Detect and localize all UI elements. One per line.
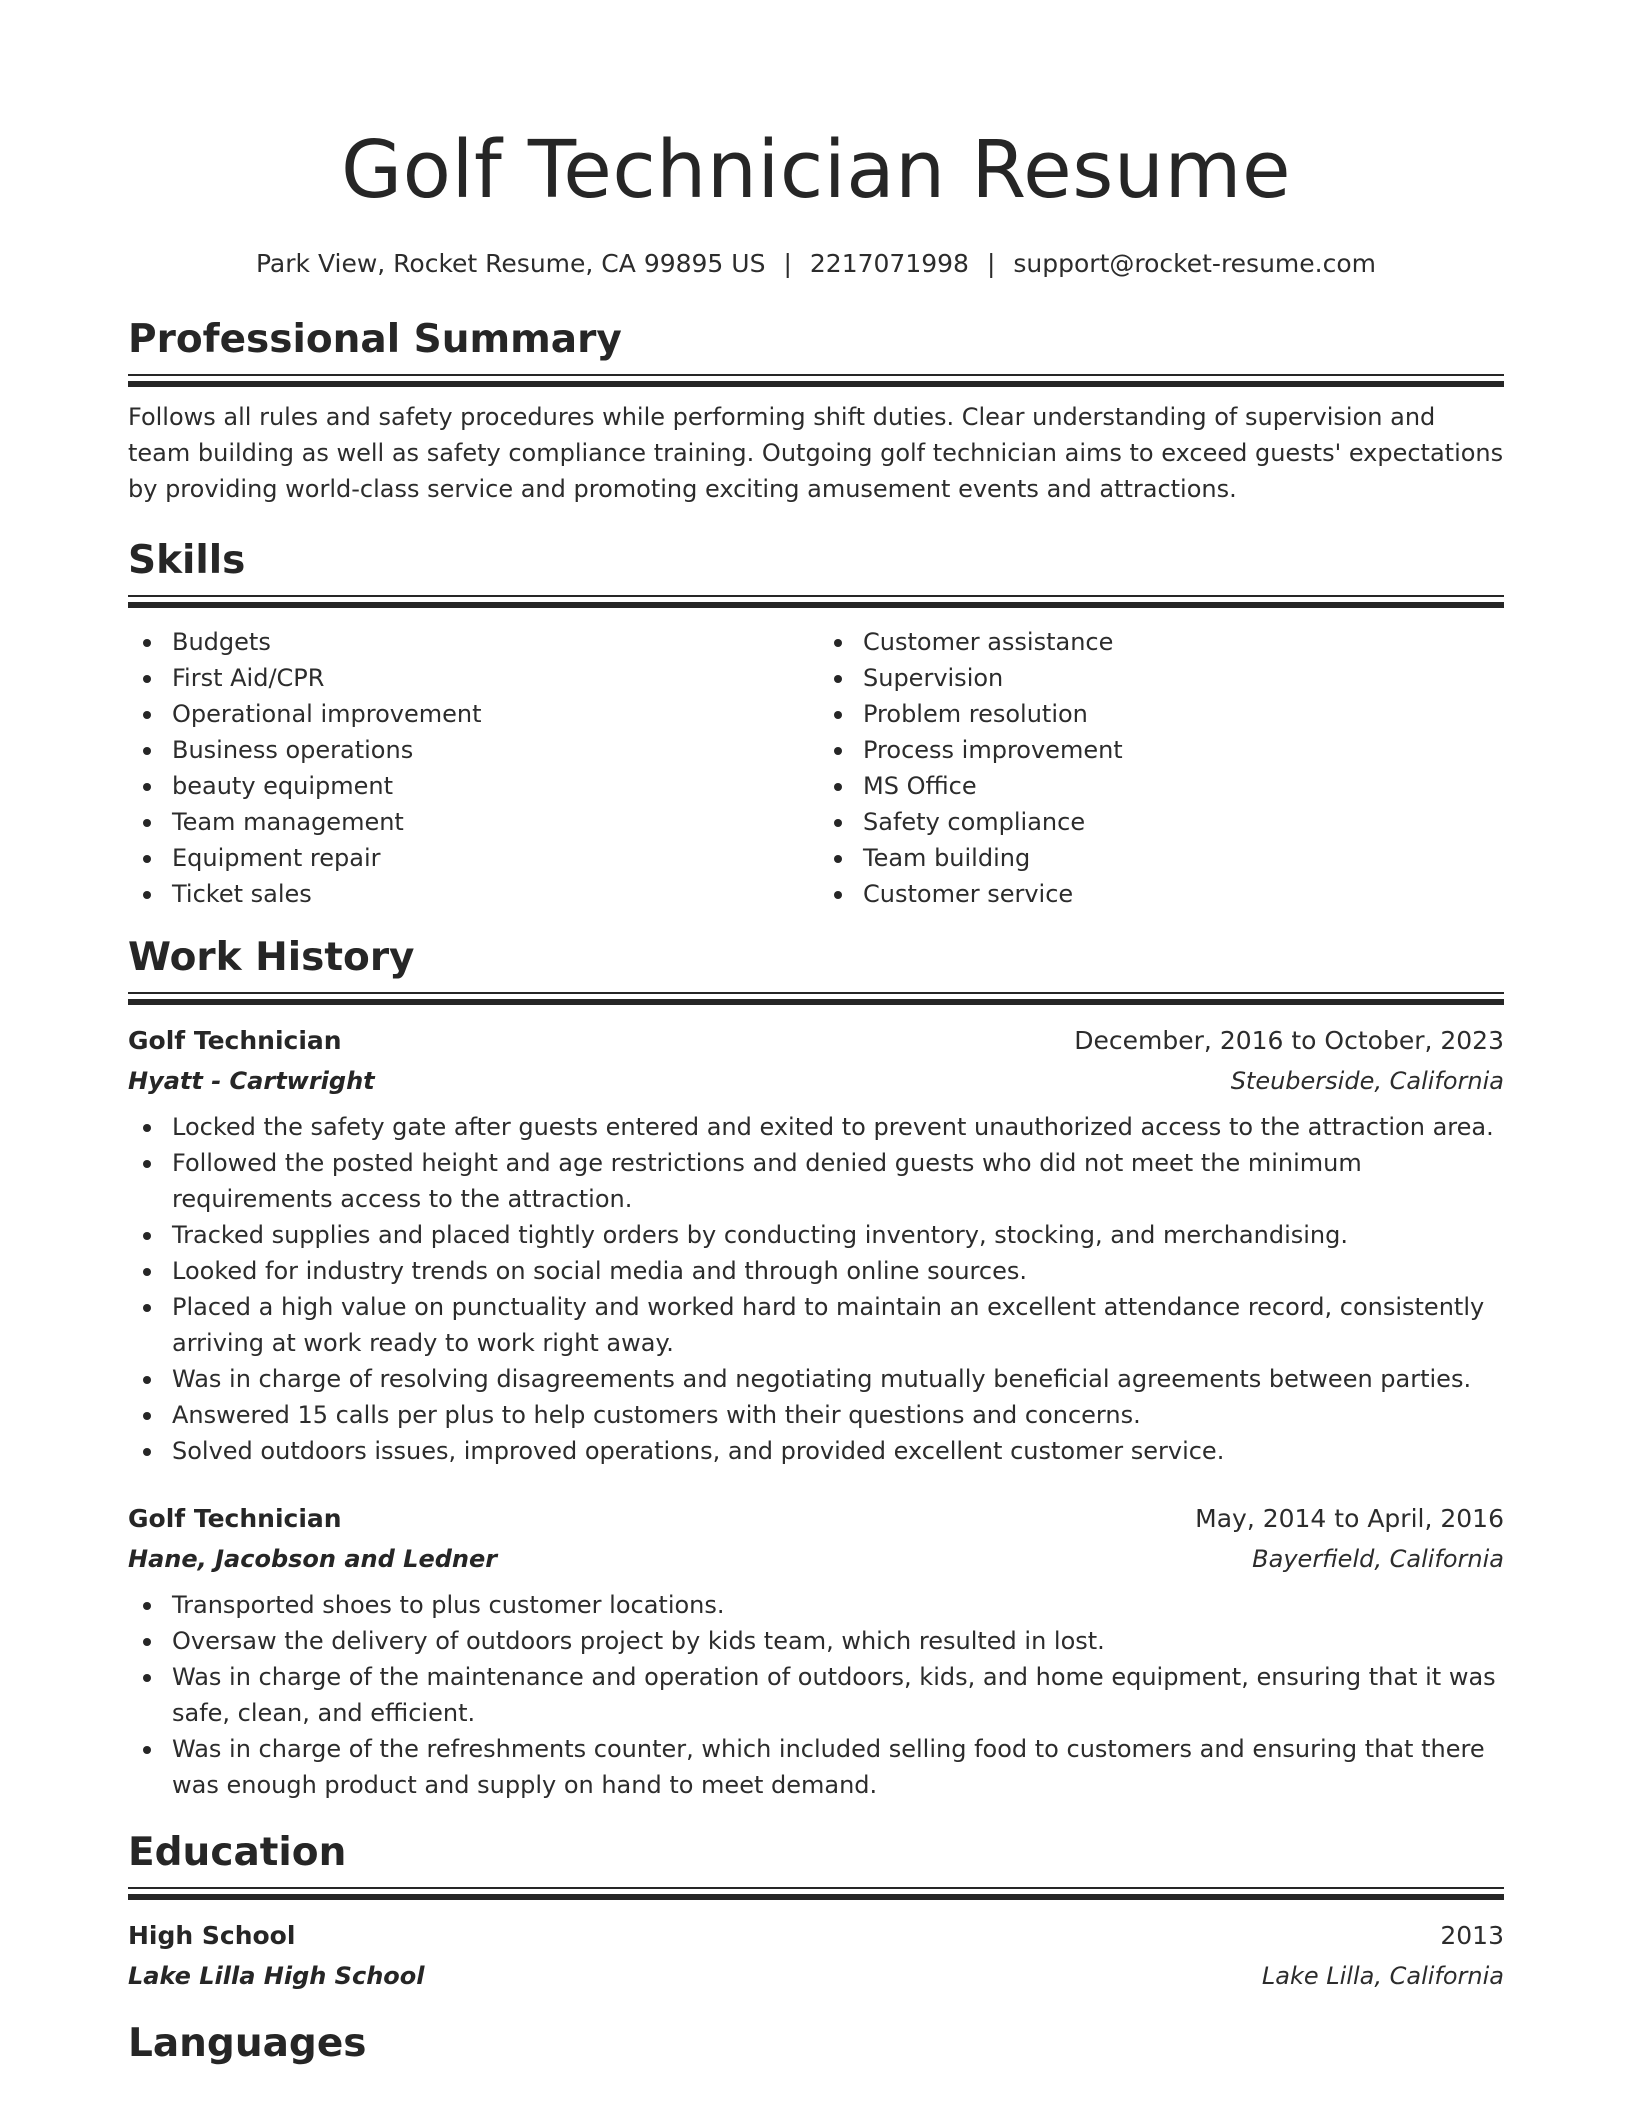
section-rule bbox=[128, 1887, 1504, 1889]
education-school-row bbox=[128, 1952, 1504, 1992]
skill-item: beauty equipment bbox=[172, 768, 816, 804]
education-degree: High School bbox=[128, 1921, 296, 1950]
job-duty: Placed a high value on punctuality and worked hard to maintain an excellent attendance record, consistently arriving at work ready to work right away. bbox=[172, 1289, 1504, 1361]
job-dates: December, 2016 to October, 2023 bbox=[1074, 1026, 1504, 1055]
job-employer: Hyatt - Cartwright bbox=[128, 1067, 375, 1095]
languages-heading: Languages bbox=[128, 2021, 367, 2066]
resume-title: Golf Technician Resume bbox=[340, 124, 1292, 216]
section-rule bbox=[128, 999, 1504, 1005]
skills-columns bbox=[128, 624, 1504, 912]
skill-item: First Aid/CPR bbox=[172, 660, 816, 696]
skill-item: Budgets bbox=[172, 624, 816, 660]
education-school: Lake Lilla High School bbox=[128, 1962, 425, 1990]
job-duty: Locked the safety gate after guests entered and exited to prevent unauthorized access to the attraction area. bbox=[172, 1109, 1504, 1145]
job-duty: Transported shoes to plus customer locations. bbox=[172, 1587, 1504, 1623]
job-duty: Was in charge of resolving disagreements and negotiating mutually beneficial agreements between parties. bbox=[172, 1361, 1504, 1397]
job-location: Steuberside, California bbox=[1230, 1067, 1504, 1095]
job-employer: Hane, Jacobson and Ledner bbox=[128, 1545, 498, 1573]
contact-phone: 2217071998 bbox=[809, 249, 969, 278]
skill-item: Team building bbox=[863, 840, 1504, 876]
skill-item: Safety compliance bbox=[863, 804, 1504, 840]
contact-address: Park View, Rocket Resume, CA 99895 US bbox=[255, 249, 766, 278]
skills-list-left bbox=[128, 624, 816, 912]
section-rule bbox=[128, 381, 1504, 387]
job-duty: Oversaw the delivery of outdoors project by kids team, which resulted in lost. bbox=[172, 1623, 1504, 1659]
job-entry bbox=[128, 1025, 1504, 1469]
section-rule bbox=[128, 374, 1504, 376]
education-heading: Education bbox=[128, 1830, 347, 1875]
contact-separator: | bbox=[783, 249, 792, 278]
work-history-heading: Work History bbox=[128, 935, 415, 980]
skill-item: Customer assistance bbox=[863, 624, 1504, 660]
skill-item: Ticket sales bbox=[172, 876, 816, 912]
job-dates: May, 2014 to April, 2016 bbox=[1195, 1504, 1504, 1533]
job-duty: Was in charge of the maintenance and operation of outdoors, kids, and home equipment, ensuring that it was safe, clean, and efficient. bbox=[172, 1659, 1504, 1731]
skill-item: Process improvement bbox=[863, 732, 1504, 768]
education-header-row bbox=[128, 1920, 1504, 1952]
education-section bbox=[128, 1829, 1504, 1992]
contact-email: support@rocket-resume.com bbox=[1013, 249, 1377, 278]
job-duties-list bbox=[128, 1109, 1504, 1469]
job-duty: Answered 15 calls per plus to help customers with their questions and concerns. bbox=[172, 1397, 1504, 1433]
job-duty: Followed the posted height and age restrictions and denied guests who did not meet the minimum requirements access to the attraction. bbox=[172, 1145, 1504, 1217]
work-history-section bbox=[128, 934, 1504, 1803]
skill-item: Customer service bbox=[863, 876, 1504, 912]
job-duty: Solved outdoors issues, improved operations, and provided excellent customer service. bbox=[172, 1433, 1504, 1469]
summary-text: Follows all rules and safety procedures while performing shift duties. Clear understanding of supervision and team building as well as safety compliance training. Outgoing golf technician aims to exceed guests' expectations by providing world-class service and promoting exciting amusement events and attractions. bbox=[128, 403, 1504, 503]
section-rule bbox=[128, 1894, 1504, 1900]
education-location: Lake Lilla, California bbox=[1261, 1962, 1504, 1990]
summary-heading: Professional Summary bbox=[128, 317, 622, 362]
languages-section bbox=[128, 2020, 1504, 2068]
job-header-row bbox=[128, 1025, 1504, 1057]
skill-item: Supervision bbox=[863, 660, 1504, 696]
skills-heading: Skills bbox=[128, 538, 246, 583]
job-title: Golf Technician bbox=[128, 1504, 342, 1533]
skill-item: MS Office bbox=[863, 768, 1504, 804]
job-employer-row bbox=[128, 1535, 1504, 1575]
job-duty: Was in charge of the refreshments counter, which included selling food to customers and ensuring that there was enough product and supply on hand to meet demand. bbox=[172, 1731, 1504, 1803]
summary-section bbox=[128, 316, 1504, 507]
section-rule bbox=[128, 595, 1504, 597]
job-header-row bbox=[128, 1503, 1504, 1535]
skills-section bbox=[128, 537, 1504, 912]
job-employer-row bbox=[128, 1057, 1504, 1097]
job-title: Golf Technician bbox=[128, 1026, 342, 1055]
section-rule bbox=[128, 602, 1504, 608]
skill-item: Team management bbox=[172, 804, 816, 840]
section-rule bbox=[128, 992, 1504, 994]
job-entry bbox=[128, 1503, 1504, 1803]
education-year: 2013 bbox=[1440, 1921, 1504, 1950]
skill-item: Equipment repair bbox=[172, 840, 816, 876]
skill-item: Problem resolution bbox=[863, 696, 1504, 732]
skill-item: Operational improvement bbox=[172, 696, 816, 732]
job-duty: Looked for industry trends on social media and through online sources. bbox=[172, 1253, 1504, 1289]
job-duty: Tracked supplies and placed tightly orders by conducting inventory, stocking, and merchandising. bbox=[172, 1217, 1504, 1253]
job-duties-list bbox=[128, 1587, 1504, 1803]
skill-item: Business operations bbox=[172, 732, 816, 768]
education-entry bbox=[128, 1920, 1504, 1992]
skills-list-right bbox=[816, 624, 1504, 912]
job-location: Bayerfield, California bbox=[1252, 1545, 1504, 1573]
contact-line bbox=[128, 248, 1504, 280]
contact-separator: | bbox=[986, 249, 996, 278]
